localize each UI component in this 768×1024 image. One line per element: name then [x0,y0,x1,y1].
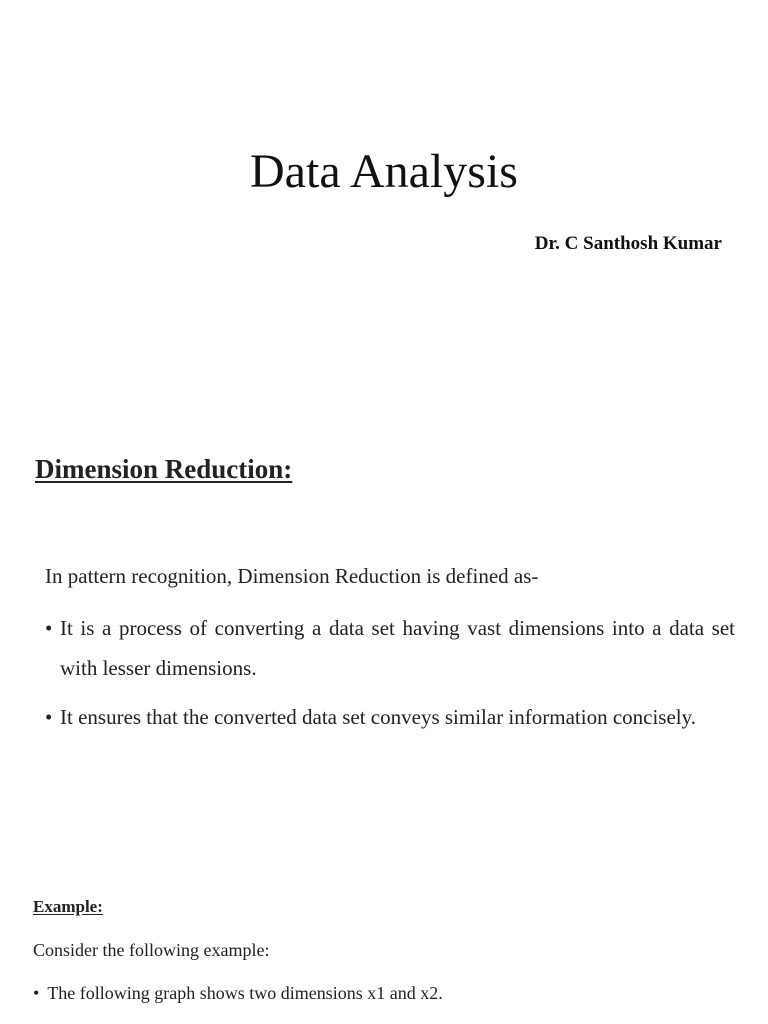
list-item [45,608,735,688]
bullet-icon: • [33,983,40,1003]
example-heading: Example: [33,897,103,916]
example-intro: Consider the following example: [33,940,270,960]
list-item-text: It is a process of converting a data set having vast dimensions into a data set with lesser dimensions. [60,616,735,680]
bullet-icon: • [45,616,53,640]
section-heading: Dimension Reduction: [35,454,293,484]
list-item [33,983,443,1004]
list-item [45,697,735,737]
list-item-text: The following graph shows two dimensions x1 and x2. [47,983,443,1003]
bullet-icon: • [45,705,53,729]
document-title: Data Analysis [250,145,518,198]
author-name: Dr. C Santhosh Kumar [534,233,722,254]
section-intro: In pattern recognition, Dimension Reduction is defined as- [45,564,539,588]
list-item-text: It ensures that the converted data set conveys similar information concisely. [60,705,697,729]
